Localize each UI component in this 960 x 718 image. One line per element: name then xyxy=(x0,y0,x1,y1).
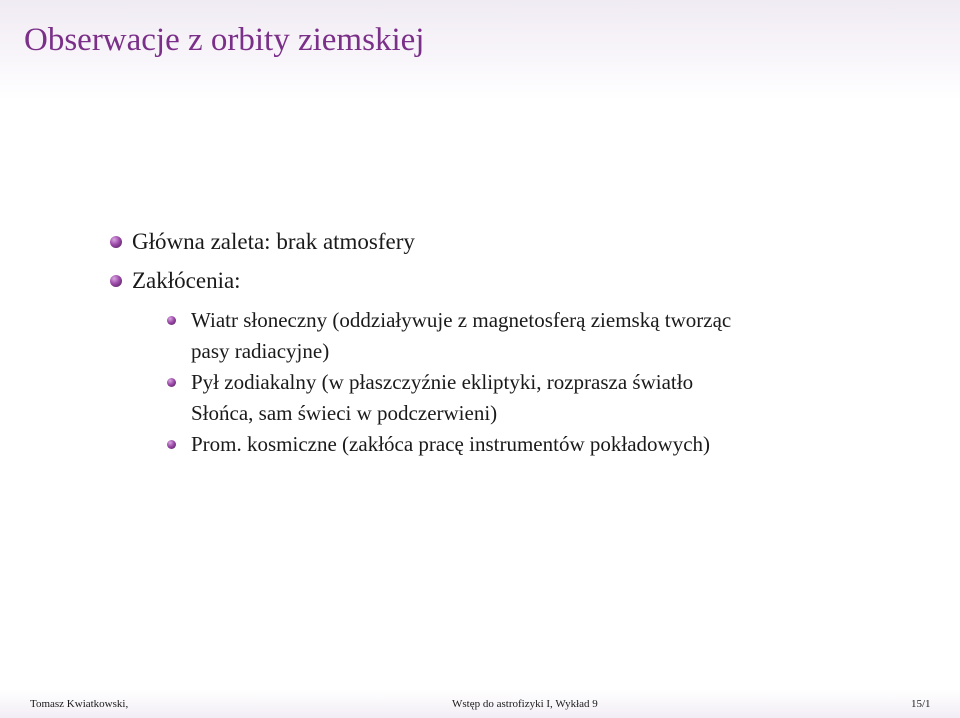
bullet-disturbances: Zakłócenia: xyxy=(132,268,241,293)
subbullet-solar-wind-line1: Wiatr słoneczny (oddziaływuje z magnetosferą ziemską tworząc xyxy=(191,308,732,332)
bullet-main-advantage: Główna zaleta: brak atmosfery xyxy=(132,229,415,254)
subbullet-icon xyxy=(167,440,176,449)
footer-course: Wstęp do astrofizyki I, Wykład 9 xyxy=(452,698,598,710)
subbullet-icon xyxy=(167,316,176,325)
subbullet-solar-wind-line2: pasy radiacyjne) xyxy=(191,339,330,363)
footer xyxy=(0,690,960,718)
bullet-icon xyxy=(110,275,122,287)
subbullet-cosmic-rays: Prom. kosmiczne (zakłóca pracę instrumentów pokładowych) xyxy=(191,432,711,456)
subbullet-zodiacal-dust-line2: Słońca, sam świeci w podczerwieni) xyxy=(191,401,498,425)
subbullet-zodiacal-dust-line1: Pył zodiakalny (w płaszczyźnie ekliptyki, rozprasza światło xyxy=(191,370,694,394)
bullet-icon xyxy=(110,236,122,248)
slide-title: Obserwacje z orbity ziemskiej xyxy=(24,22,425,58)
subbullet-icon xyxy=(167,378,176,387)
title-bar xyxy=(0,0,960,100)
footer-author: Tomasz Kwiatkowski, xyxy=(30,698,129,710)
footer-page-number: 15/1 xyxy=(911,698,931,710)
